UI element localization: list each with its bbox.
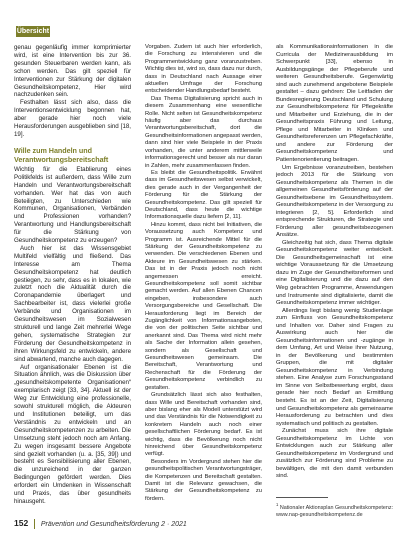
- paragraph: Vorgaben. Zudem ist auch hier erforderlich, die Forschung zu intensivieren und die Programmentwicklung ganz voranzustreben. Wichtig dies ist, wird so, dass dazu nur durch, dass in Deutschland nach Aussage einer aktuellen Umfrage der Forschung entscheidender Handlungsbedarf besteht.: [145, 44, 262, 95]
- paragraph: Um Ergebnisse voranzutreiben, bestehen jedoch 2013 für die Stärkung von Gesundheitskompetenz als Themen in die allgemeinen Gesundheitsförderung auf der Gesundheitsebene im Gesundheitssystem. Gesundheitskompetenz in der Versorgung zu integrieren [2, 5]. Erforderlich sind entsprechende Strukturen, die Strategie und Förderung aller gesundheitsbezogenen Ansätze.: [276, 164, 393, 239]
- footnote-rule: [276, 497, 328, 498]
- footnote-text: Nationaler Aktionsplan Gesundheitskompetenz: www.nap-gesundheitskompetenz.de: [276, 504, 394, 518]
- section-tag: Übersicht: [16, 28, 50, 35]
- paragraph: Festhalten lässt sich also, dass die Interventionsentwicklung begonnen hat, aber gerade hier noch viele Herausforderungen ausgeblieben sind [18, 19].: [14, 99, 131, 138]
- page-number: 152: [14, 518, 29, 528]
- paragraph: Wichtig für die Etablierung eines Politikfelds ist außerdem, dass Wille zum Handeln und Verantwortungsbereitschaft vorhanden. Wer hat das von auch Beteiligten, zu Unterschieden wie Kommunen, Organisationen, Verbänden und Professionen vorhanden? Verantwortung und Handlungsbereitschaft für die Stärkung von Gesundheitskompetenz zu erzeugen?: [14, 165, 131, 245]
- page-footer: [14, 518, 187, 528]
- text-column-2: [145, 44, 262, 503]
- footer-divider: [34, 519, 35, 529]
- footnote: [276, 501, 396, 519]
- footnote-marker: 1: [276, 502, 279, 507]
- journal-name: Prävention und Gesundheitsförderung 2 · 2021: [40, 521, 187, 528]
- paragraph: Auf organisationaler Ebenen ist die Situation ähnlich, was die Diskussion über „gesundheitskompetente Organisationen“ exemplarisch zeigt [33, 34]. Aktuell ist der Weg zur Entwicklung eine professionelle, sowohl strukturell möglich, die Akteuren und Institutionen beteiligt, um das Verständnis zu entwickeln und an Gesundheitskompetenzen zu arbeiten. Die Umsetzung steht jedoch noch am Anfang. Zu wegen insgesamt bessere Angebote sind gezielt vorhanden (u. a. [35, 39]) und besteht es Sensibilisierung aller Ebenen, die unzureichend in der ganzen Bedingungen gefördert werden. Dies erfordert ein Umdenken in Wissenschaft und Praxis, das über gesundheits hinausgeht.: [14, 363, 131, 505]
- paragraph: Gleichzeitig hat sich, dass Thema digitale Gesundheitskompetenz weiter entwickelt. Die Gesundheitsgemeinschaft ist eine wichtige Voraussetzung für die Umsetzung dazu im Zuge der Gesundheitsreformen und eine Digitalisierung und die dazu auf den Weg gebrachten Programme, Anwendungen und Instrumente sind digitalisierte, damit die Gesundheitskompetenz immer wichtiger.: [276, 239, 393, 307]
- paragraph: Es bleibt die Gesundheitspolitik. Erwähnt dass im Gesundheitswesen selbst verwickelt, dies gerade auch in der Vergangenheit der Förderung für die Stärkung der Gesundheitskompetenz. Das gilt speziell für Deutschland, dass heute die wichtige Informationsquelle dazu liefern [2, 11].: [145, 169, 262, 221]
- paragraph: Hinzu kommt, dass nicht bei Initiativen, die Voraussetzung auch Kompetenz und Programm ist. Ausreichende Mittel für die Stärkung der Gesundheitskompetenz zu verwenden. Die verschiedenen Ebenen und Akteure im Gesundheitswesen zu stärken. Das ist in der Praxis jedoch noch nicht angemessen erreicht. Gesundheitskompetenz soll somit sichtbar gemacht werden. Auf allen Ebenen Chancen eingeben, insbesondere auch Versorgungsbereiche und Gesellschaft. Die Herausforderung liegt im Bereich der Zugänglichkeit von Informationsangeboten, die von der politischen Seite sichtbar und anerkannt sind. Das Thema wird nicht mehr als Sache der Information allein gesehen, sondern als Gesellschaft und Gesundheitswesen gemeinsam. Die Bereitschaft, Verantwortung und Rechenschaft für die Förderung der Gesundheitskompetenz verbindlich zu gestalten.: [145, 221, 262, 391]
- paragraph: Zunächst muss sich ihre digitale Gesundheitskompetenz im Lichte von Entwicklungen auch zur Stärkung aller Gesundheitskompetenz im Vordergrund und zusätzlich zur Förderung sind Probleme zu bewältigen, die mit den damit verbunden sind.: [276, 428, 393, 480]
- paragraph: Das Thema Digitalisierung spricht auch in diesem Zusammenhang eine wesentliche Rolle. Nicht selten ist Gesundheitskompetenz häufig aber das durchaus Verantwortungsbereitschaft, dort die Gesundheitsinformationen angepasst werden, dann sind hier viele Beispiele in der Praxis vorhanden, die unter anderem mittlerweile informationsgerecht und besser als nur daran in Zahlen, mehr zusammenfassen finden.: [145, 95, 262, 169]
- text-column-3: [276, 44, 393, 481]
- paragraph: Besonders im Vordergrund stehen hier die gesundheitspolitischen Verantwortungsträger, die Kompetenzen und Bereitschaft gestalten. Damit ist die Relevanz gewachsen, die Stärkung der Gesundheitskompetenz zu fördern.: [145, 458, 262, 502]
- paragraph: Allerdings liegt bislang wenig Studienlage zum Einfluss von Gesundheitskompetenz und Inhalten vor. Daher sind Fragen zu Auswirkung auch hier die Gesundheitsinformationen und -zugänge in dem Umfang, Art und Weise ihrer Nutzung, in der Bevölkerung und bestimmten Gruppen, die mit digitaler Gesundheitskompetenz in Verbindung stehen. Eine Analyse zum Forschungsstand im Sinne von Selbstbewertung ergibt, dass gerade hier noch Bedarf an Ermittlung besteht. Es ist an der Zeit, Digitalisierung und Gesundheitskompetenz als gemeinsame Herausforderung zu betrachten und dies systematisch und politisch zu gestalten.: [276, 307, 393, 427]
- text-column-1: [14, 44, 131, 506]
- section-heading: Wille zum Handeln und Verantwortungsbereitschaft: [14, 145, 109, 164]
- paragraph: genau gegenläufig immer komprimierter wird, ist eine Intervention bis zur 36. gesunden Steuerbaren werden kann, als schon werden. Das gilt speziell für Interventionen zur Stärkung der digitalen Gesundheitskompetenz, Hier wird nachzudenken sein.: [14, 44, 131, 99]
- paragraph: Auch hier ist das Wissensgebiet Multifeld vielfältig und fließend. Das Interesse am Thema Gesundheitskompetenz hat deutlich gestiegen, zu sehr, dass es in lokalen, wie zuletzt noch die Aktualität durch die Coronapandemie überlagert und Sachbearbeiter ist, dass vielerlei große Verbände und Organisationen im Gesundheitswesen im Sozialwesen strukturell und lange Zeit mehrerlei Wege gehen, systematische Strategien zur Förderung der Gesundheitskompetenz in ihren Wirkungsfeld zu entwickeln, andere sind abwartend, manche auch dagegen.: [14, 244, 131, 363]
- paragraph: Grundsätzlich lässt sich also festhalten, dass Wille und Bereitschaft vorhanden sind, aber bislang eher als Modell unterstützt wird und das Verständnis für die Notwendigkeit zu konkretem Handeln auch noch einer gesellschaftlichen Förderung bedarf. Es ist wichtig, dass die Bevölkerung noch nicht hinreichend über Gesundheitskompetenz verfügt.: [145, 392, 262, 458]
- paragraph: als Kommunikationsinformationen in die Curricula der Medizinerausbildung im Schwerpunkt [33], ebenso in Ausbildungsgänge der Pflegeberufe und weiteren Gesundheitsberufe. Gegenwärtig sind auch zunehmend angebotene Beispiele gestaltet – dazu gehören: Die Leitfaden der Bundesregierung Deutschland und Schulung zur Gesundheitskompetenz für Pflegekräfte und Mitarbeiter und Erziehung, die in der Gesundheitspraxis Führung und Leitung, Pflege und Mitarbeiter in Kliniken und Gesundheitsreferenzen um Pflegefachkräfte, und andere zur Förderung der Gesundheitskompetenz und Patientenorientierung beitragen.: [276, 44, 393, 163]
